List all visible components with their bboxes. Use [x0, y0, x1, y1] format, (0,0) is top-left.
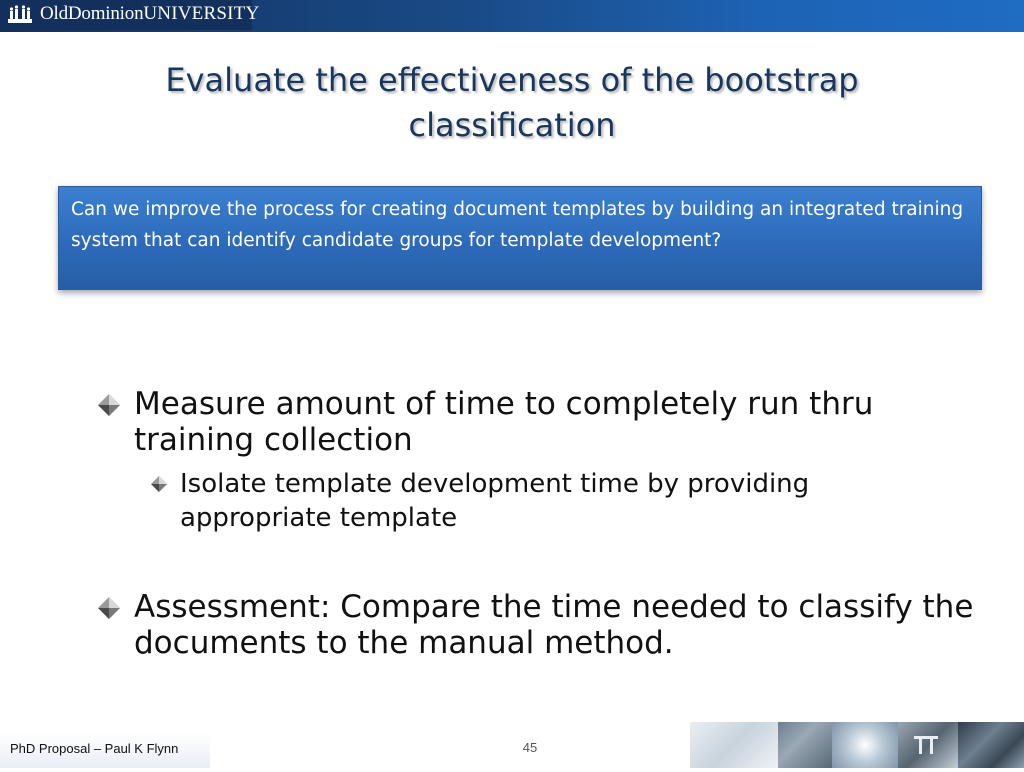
bullet-text: Isolate template development time by providing appropriate template — [180, 469, 810, 533]
crown-icon — [6, 5, 34, 25]
bullet-item — [96, 386, 976, 458]
decorative-tile — [690, 722, 778, 768]
slide-title-line-2: classification — [408, 106, 616, 144]
university-logo — [0, 0, 260, 30]
sub-bullet-item — [150, 467, 950, 535]
bullet-item — [96, 589, 976, 661]
bullet-text: Assessment: Compare the time needed to classify the documents to the manual method. — [134, 589, 974, 661]
diamond-bullet-icon — [96, 392, 122, 418]
research-question-text: Can we improve the process for creating document templates by building an integrated training system that can identify candidate groups for template development? — [71, 199, 964, 251]
diamond-bullet-icon — [150, 475, 168, 493]
diamond-bullet-icon — [96, 595, 122, 621]
pi-icon — [898, 722, 958, 768]
decorative-tile — [778, 722, 832, 768]
decorative-tile — [958, 722, 1024, 768]
research-question-box — [58, 186, 982, 290]
bullet-text: Measure amount of time to completely run thru training collection — [134, 386, 874, 458]
pi-tile — [898, 722, 958, 768]
university-name: OldDominionUNIVERSITY — [40, 3, 260, 24]
snowflake-tile — [832, 722, 898, 768]
footer-author: PhD Proposal – Paul K Flynn — [10, 741, 179, 756]
page-number: 45 — [522, 740, 538, 755]
slide-title-line-1: Evaluate the effectiveness of the bootstrap — [165, 61, 859, 99]
footer-image-strip — [690, 722, 1024, 768]
slide-title — [60, 58, 964, 148]
